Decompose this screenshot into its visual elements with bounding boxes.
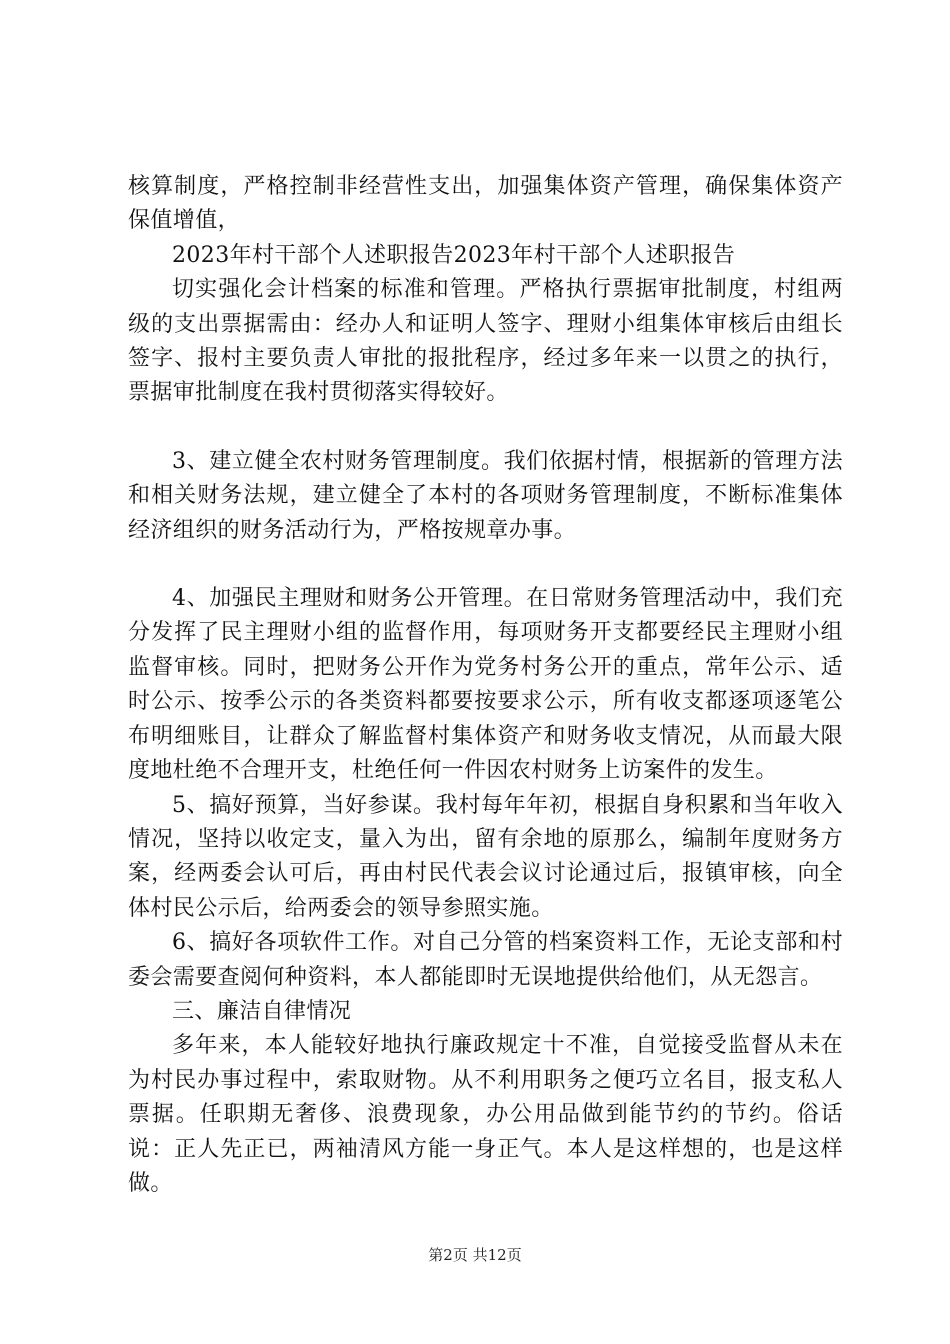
paragraph-item-6: 6、搞好各项软件工作。对自己分管的档案资料工作，无论支部和村委会需要查阅何种资料，本人都能即时无误地提供给他们，从无怨言。 [128,930,843,990]
paragraph-item-4: 4、加强民主理财和财务公开管理。在日常财务管理活动中，我们充分发挥了民主理财小组的监督作用，每项财务开支都要经民主理财小组监督审核。同时，把财务公开作为党务村务公开的重点，常年公示、适时公示、按季公示的各类资料都要按要求公示，所有收支都逐项逐笔公布明细账目，让群众了解监督村集体资产和财务收支情况，从而最大限度地杜绝不合理开支，杜绝任何一件因农村财务上访案件的发生。 [128,586,843,784]
page-number-footer: 第2页 共12页 [428,1246,522,1264]
paragraph-continuation: 核算制度，严格控制非经营性支出，加强集体资产管理，确保集体资产保值增值， [128,174,843,234]
section-heading-integrity: 三、廉洁自律情况 [172,998,352,1024]
report-title-line: 2023年村干部个人述职报告2023年村干部个人述职报告 [172,242,736,268]
paragraph-accounting-archives: 切实强化会计档案的标准和管理。严格执行票据审批制度，村组两级的支出票据需由：经办人和证明人签字、理财小组集体审核后由组长签字、报村主要负责人审批的报批程序，经过多年来一以贯之的执行，票据审批制度在我村贯彻落实得较好。 [128,277,843,406]
document-body [128,170,843,1201]
paragraph-item-3: 3、建立健全农村财务管理制度。我们依据村情，根据新的管理方法和相关财务法规，建立健全了本村的各项财务管理制度，不断标准集体经济组织的财务活动行为，严格按规章办事。 [128,448,843,543]
paragraph-integrity: 多年来，本人能较好地执行廉政规定十不准，自觉接受监督从未在为村民办事过程中，索取财物。从不利用职务之便巧立名目，报支私人票据。任职期无奢侈、浪费现象，办公用品做到能节约的节约。俗话说：正人先正已，两袖清风方能一身正气。本人是这样想的，也是这样做。 [128,1033,843,1196]
paragraph-item-5: 5、搞好预算，当好参谋。我村每年年初，根据自身积累和当年收入情况，坚持以收定支，量入为出，留有余地的原那么，编制年度财务方案，经两委会认可后，再由村民代表会议讨论通过后，报镇审核，向全体村民公示后，给两委会的领导参照实施。 [128,792,843,921]
